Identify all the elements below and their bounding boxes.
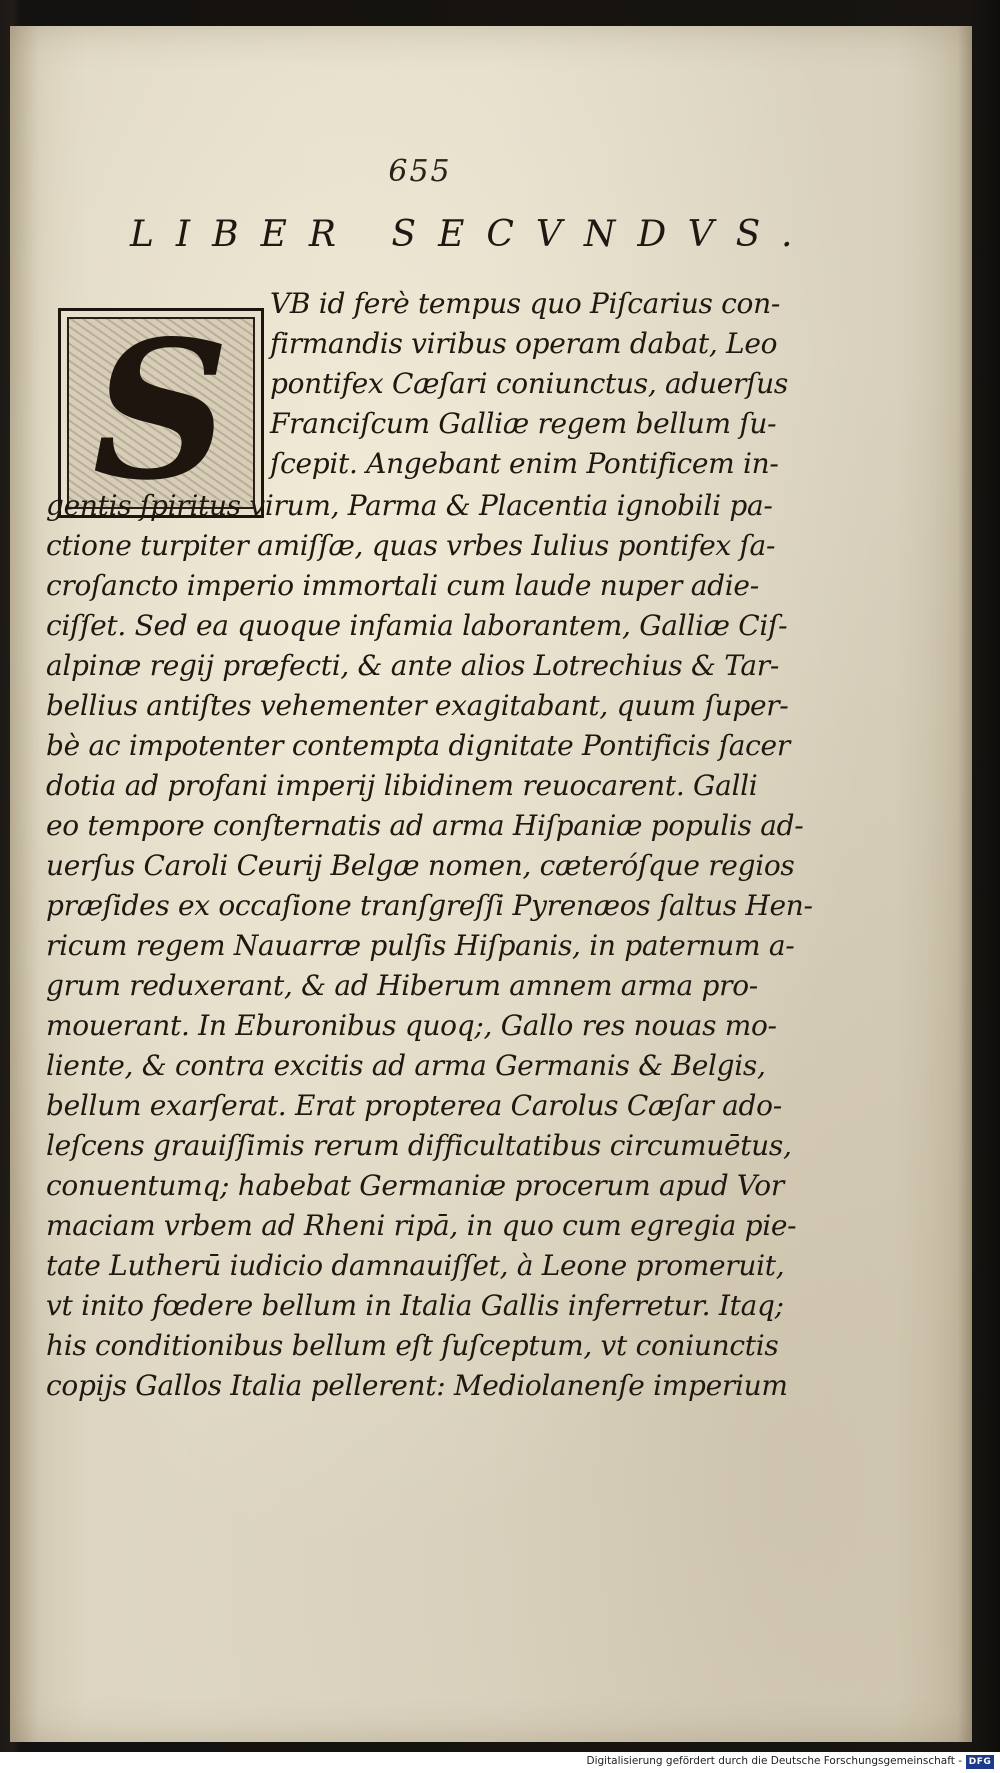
text-line: ciſſet. Sed ea quoque infamia laborantem, Galliæ Ciſ- [46, 609, 788, 642]
text-line: præſides ex occaſione tranſgreſſi Pyrenæos ſaltus Hen- [46, 889, 813, 922]
book-page [10, 26, 972, 1742]
text-line: tate Lutherū iudicio damnauiſſet, à Leone promeruit, [46, 1249, 785, 1282]
text-line: maciam vrbem ad Rheni ripā, in quo cum egregia pie- [46, 1209, 797, 1242]
text-line: bellum exarſerat. Erat propterea Carolus Cæſar ado- [46, 1089, 782, 1122]
book-title: LIBER SECVNDVS. [130, 214, 815, 255]
text-line: his conditionibus bellum eſt ſuſceptum, vt coniunctis [46, 1329, 779, 1362]
text-line: conuentumq; habebat Germaniæ procerum apud Vor [46, 1169, 784, 1202]
text-line: ricum regem Nauarræ pulſis Hiſpanis, in paternum a- [46, 929, 795, 962]
text-line: pontifex Cæſari coniunctus, aduerſus [270, 367, 788, 400]
text-line: alpinæ regij præfecti, & ante alios Lotrechius & Tar- [46, 649, 780, 682]
text-line: VB id ferè tempus quo Piſcarius con- [270, 287, 780, 320]
text-line: bè ac impotenter contempta dignitate Pontificis ſacer [46, 729, 790, 762]
digitization-footer [0, 1752, 1000, 1773]
text-line: ſcepit. Angebant enim Pontificem in- [270, 447, 779, 480]
text-line: mouerant. In Eburonibus quoq;, Gallo res nouas mo- [46, 1009, 777, 1042]
page-number: 655 [388, 154, 452, 189]
text-line: Franciſcum Galliæ regem bellum ſu- [270, 407, 777, 440]
dfg-logo-icon: DFG [966, 1755, 994, 1769]
text-line: vt inito fœdere bellum in Italia Gallis inferretur. Itaq; [46, 1289, 784, 1322]
text-line: dotia ad profani imperij libidinem reuocarent. Galli [46, 769, 758, 802]
initial-letter: S [92, 317, 230, 509]
text-line: bellius antiſtes vehementer exagitabant, quum ſuper- [46, 689, 789, 722]
body-text [10, 26, 972, 1742]
text-line: croſancto imperio immortali cum laude nuper adie- [46, 569, 759, 602]
text-line: eo tempore conſternatis ad arma Hiſpaniæ populis ad- [46, 809, 804, 842]
text-line: firmandis viribus operam dabat, Leo [270, 327, 778, 360]
text-line: copijs Gallos Italia pellerent: Mediolanenſe imperium [46, 1369, 788, 1402]
text-line: ctione turpiter amiſſæ, quas vrbes Iulius pontifex ſa- [46, 529, 776, 562]
text-line: grum reduxerant, & ad Hiberum amnem arma pro- [46, 969, 758, 1002]
text-line: uerſus Caroli Ceurij Belgæ nomen, cæteróſque regios [46, 849, 795, 882]
text-line: leſcens grauiſſimis rerum difficultatibus circumuētus, [46, 1129, 792, 1162]
funding-credit: Digitalisierung gefördert durch die Deutsche Forschungsgemeinschaft - [586, 1755, 962, 1767]
text-line: liente, & contra excitis ad arma Germanis & Belgis, [46, 1049, 766, 1082]
text-line: gentis ſpiritus virum, Parma & Placentia ignobili pa- [46, 489, 773, 522]
